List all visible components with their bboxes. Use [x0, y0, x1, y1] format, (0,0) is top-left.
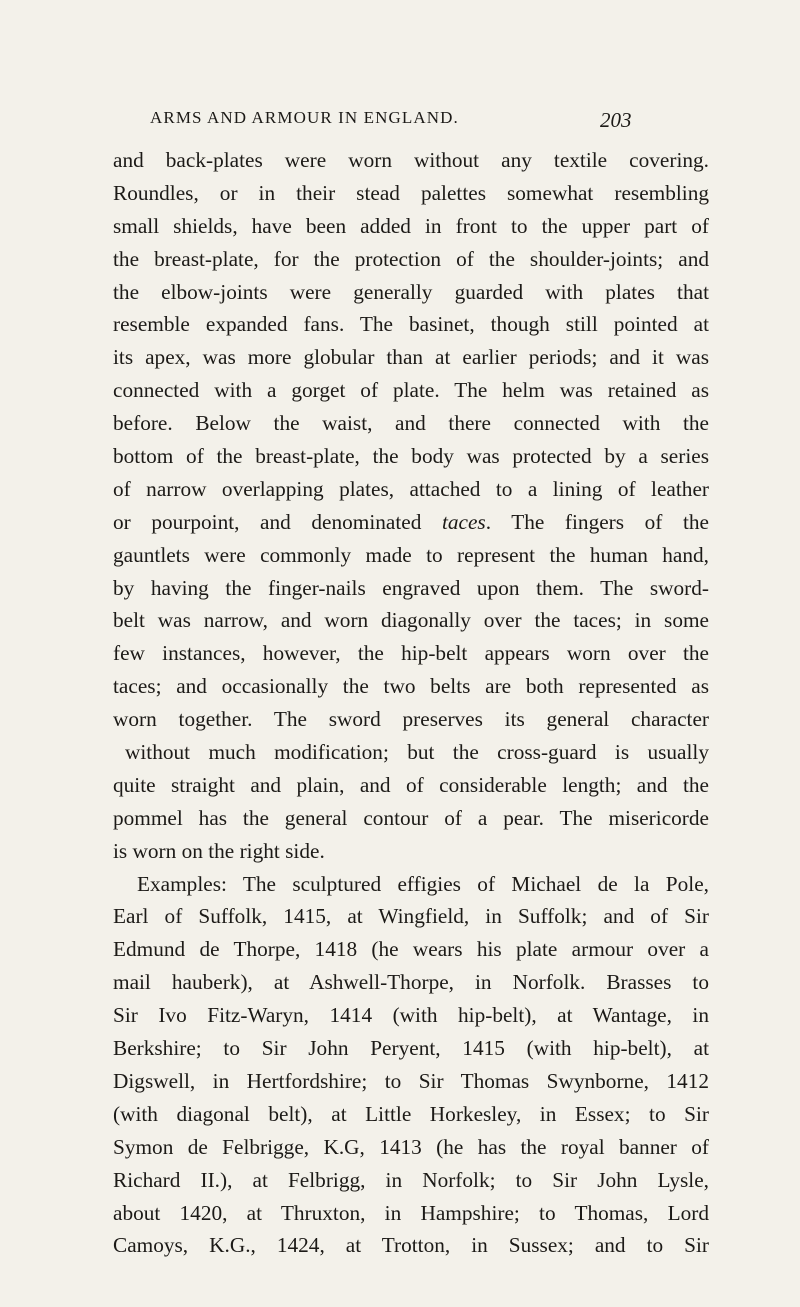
text-line: taces; and occasionally the two belts are both represented as [113, 674, 709, 699]
running-title: ARMS AND ARMOUR IN ENGLAND. [150, 108, 459, 127]
text-line: Richard II.), at Felbrigg, in Norfolk; to Sir John Lysle, [113, 1167, 709, 1192]
text-line: Sir Ivo Fitz-Waryn, 1414 (with hip-belt), at Wantage, in [113, 1003, 709, 1028]
text-line: of narrow overlapping plates, attached to a lining of leather [113, 476, 709, 501]
text-line: pommel has the general contour of a pear. The misericorde [113, 805, 709, 830]
text-line: Symon de Felbrigge, K.G, 1413 (he has the royal banner of [113, 1134, 709, 1159]
text-line: connected with a gorget of plate. The helm was retained as [113, 378, 709, 403]
text-line: Examples: The sculptured effigies of Michael de la Pole, [137, 871, 709, 896]
text-line: few instances, however, the hip-belt appears worn over the [113, 641, 709, 666]
text-line: and back-plates were worn without any textile covering. [113, 148, 709, 172]
text-line: or pourpoint, and denominated taces. The fingers of the [113, 509, 709, 534]
text-line: quite straight and plain, and of considerable length; and the [113, 772, 709, 797]
text-line: Earl of Suffolk, 1415, at Wingfield, in Suffolk; and of Sir [113, 904, 709, 929]
text-line: before. Below the waist, and there connected with the [113, 411, 709, 436]
text-line: gauntlets were commonly made to represent the human hand, [113, 542, 709, 567]
paragraph-end-line: is worn on the right side. [113, 838, 325, 863]
text-line: small shields, have been added in front to the upper part of [113, 213, 709, 238]
text-line: Camoys, K.G., 1424, at Trotton, in Sussex; and to Sir [113, 1233, 709, 1258]
text-line: (with diagonal belt), at Little Horkesley, in Essex; to Sir [113, 1101, 709, 1126]
text-line: Edmund de Thorpe, 1418 (he wears his plate armour over a [113, 937, 709, 962]
text-line: its apex, was more globular than at earlier periods; and it was [113, 345, 709, 370]
text-line: without much modification; but the cross-guard is usually [125, 740, 709, 765]
page-number: 203 [600, 108, 632, 132]
emphasized-term: taces [441, 509, 486, 534]
text-line: by having the finger-nails engraved upon them. The sword- [113, 575, 709, 600]
text-line: the breast-plate, for the protection of the shoulder-joints; and [113, 246, 709, 271]
text-line: worn together. The sword preserves its general character [113, 707, 709, 732]
text-line: belt was narrow, and worn diagonally over the taces; in some [113, 608, 709, 633]
text-line: Berkshire; to Sir John Peryent, 1415 (with hip-belt), at [113, 1036, 709, 1061]
text-line: mail hauberk), at Ashwell-Thorpe, in Norfolk. Brasses to [113, 970, 709, 995]
text-line: bottom of the breast-plate, the body was protected by a series [113, 444, 709, 469]
text-line: resemble expanded fans. The basinet, though still pointed at [113, 312, 709, 337]
text-line: the elbow-joints were generally guarded with plates that [113, 279, 709, 304]
body-text [113, 144, 709, 1262]
text-line: Digswell, in Hertfordshire; to Sir Thomas Swynborne, 1412 [113, 1068, 709, 1093]
text-line: about 1420, at Thruxton, in Hampshire; to Thomas, Lord [113, 1200, 709, 1225]
text-line: Roundles, or in their stead palettes somewhat resembling [113, 180, 709, 205]
